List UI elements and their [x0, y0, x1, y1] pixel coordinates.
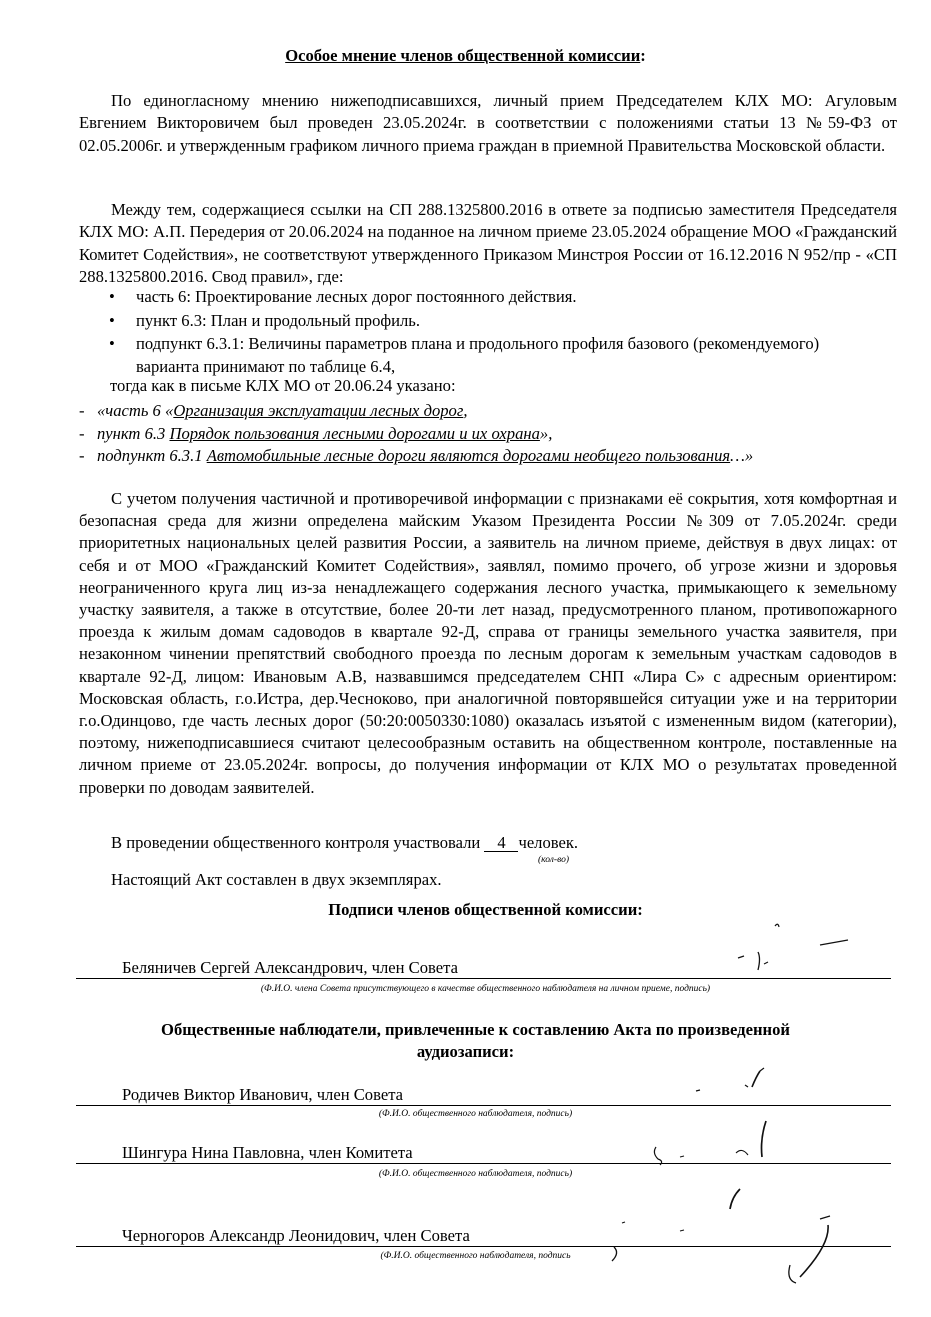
- observer-hint: (Ф.И.О. общественного наблюдателя, подпись): [378, 1109, 573, 1119]
- sp-bullet-list: [104, 286, 824, 378]
- observer-name: Шингура Нина Павловна, член Комитета: [122, 1143, 413, 1162]
- quote-item: - «часть 6 «Организация эксплуатации лесных дорог,: [79, 401, 468, 420]
- whereas-line: тогда как в письме КЛХ МО от 20.06.24 указано:: [110, 376, 456, 395]
- bullet-item: • пункт 6.3: План и продольный профиль.: [104, 310, 824, 333]
- observer-signature-mark: [600, 1185, 850, 1285]
- bullet-item: • подпункт 6.3.1: Величины параметров плана и продольного профиля базового (рекомендуемого) варианта принимают по таблице 6.4,: [104, 333, 824, 378]
- member-hint: (Ф.И.О. члена Совета присутствующего в качестве общественного наблюдателя на личном приеме, подпись): [260, 984, 711, 994]
- observer-signature-mark: [650, 1117, 780, 1167]
- letter-quote-list: [79, 400, 899, 468]
- member-signature-mark: [730, 918, 850, 978]
- observer-hint: (Ф.И.О. общественного наблюдателя, подпись: [380, 1251, 571, 1261]
- observer-name: Черногоров Александр Леонидович, член Совета: [122, 1226, 470, 1245]
- observers-heading-cont: аудиозаписи:: [416, 1042, 515, 1061]
- observers-heading: Общественные наблюдатели, привлеченные к составлению Акта по произведенной: [161, 1020, 790, 1039]
- observer-name: Родичев Виктор Иванович, член Совета: [122, 1085, 404, 1104]
- signatures-heading: Подписи членов общественной комиссии:: [328, 900, 643, 919]
- observer-hint: (Ф.И.О. общественного наблюдателя, подпись): [378, 1169, 573, 1179]
- count-hint: (кол-во): [538, 855, 569, 865]
- document-heading: Особое мнение членов общественной комиссии:: [285, 46, 646, 65]
- quote-item: - пункт 6.3 Порядок пользования лесными дорогами и их охрана»,: [79, 423, 553, 443]
- observer-signature-mark: [690, 1065, 780, 1105]
- participants-line: В проведении общественного контроля участвовали 4 человек.: [111, 833, 579, 852]
- paragraph-findings: С учетом получения частичной и противоречивой информации с признаками её сокрытия, хотя комфортная и безопасная среда для жизни определена майским Указом Президента России №309 от 7.05.2024г. среди приоритетных национальных целей развития России, а заявитель на личном приеме, действуя в двух лицах: от себя и от МОО «Гражданский Комитет Содействия», заявлял, помимо прочего, об угрозе жизни и здоровья неограниченного круга лиц из-за ненадлежащего содержания лесного участка, примыкающего к земельному участку заявителя, а также в отсутствие, более 20-ти лет назад, предусмотренного планом, противопожарного проезда к жилым домам садоводов в квартале 92-Д, справа от границы земельного участка заявителя, при незаконном чинении препятствий свободного проезда по лесным дорогам к земельным участкам садоводов в квартале 92-Д, лицом: Ивановым А.В, назвавшимся председателем СНП «Лира С» с адресным ориентиром: Московская область, г.о.Истра, дер.Чесноково, при аналогичной повторявшейся ситуации уже и на территории г.о.Одинцово, где часть лесных дорог (50:20:0050330:1080) оказалась изъятой с измененным видом (категории), поэтому, нижеподписавшиеся считают целесообразным оставить на общественном контроле, поставленные на личном приеме от 23.05.2024г. вопросы, до получения информации от КЛХ МО о результатах проведенной проверки по доводам заявителей.: [79, 489, 897, 797]
- member-name: Беляничев Сергей Александрович, член Совета: [122, 958, 458, 977]
- paragraph-personal-reception: По единогласному мнению нижеподписавшихся, личный прием Председателем КЛХ МО: Агуловым Евгением Викторовичем был проведен 23.05.2024г. в соответствии с положениями статьи 13 №59-ФЗ от 02.05.2006г. и утвержденным графиком личного приема граждан в приемной Правительства Московской области.: [79, 91, 897, 155]
- bullet-item: • часть 6: Проектирование лесных дорог постоянного действия.: [104, 286, 824, 309]
- quote-item: - подпункт 6.3.1 Автомобильные лесные дороги являются дорогами необщего пользования…»: [79, 446, 754, 466]
- paragraph-sp-references: Между тем, содержащиеся ссылки на СП 288.1325800.2016 в ответе за подписью заместителя Председателя КЛХ МО: А.П. Передерия от 20.06.2024 на поданное на личном приеме 23.05.2024 обращение МОО «Гражданский Комитет Содействия», не соответствуют утвержденного Приказом Минстроя России от 16.12.2016 N 952/пр - «СП 288.1325800.2016. Свод правил», где:: [79, 200, 897, 286]
- copies-line: Настоящий Акт составлен в двух экземплярах.: [111, 870, 442, 889]
- participants-count: 4: [484, 834, 518, 852]
